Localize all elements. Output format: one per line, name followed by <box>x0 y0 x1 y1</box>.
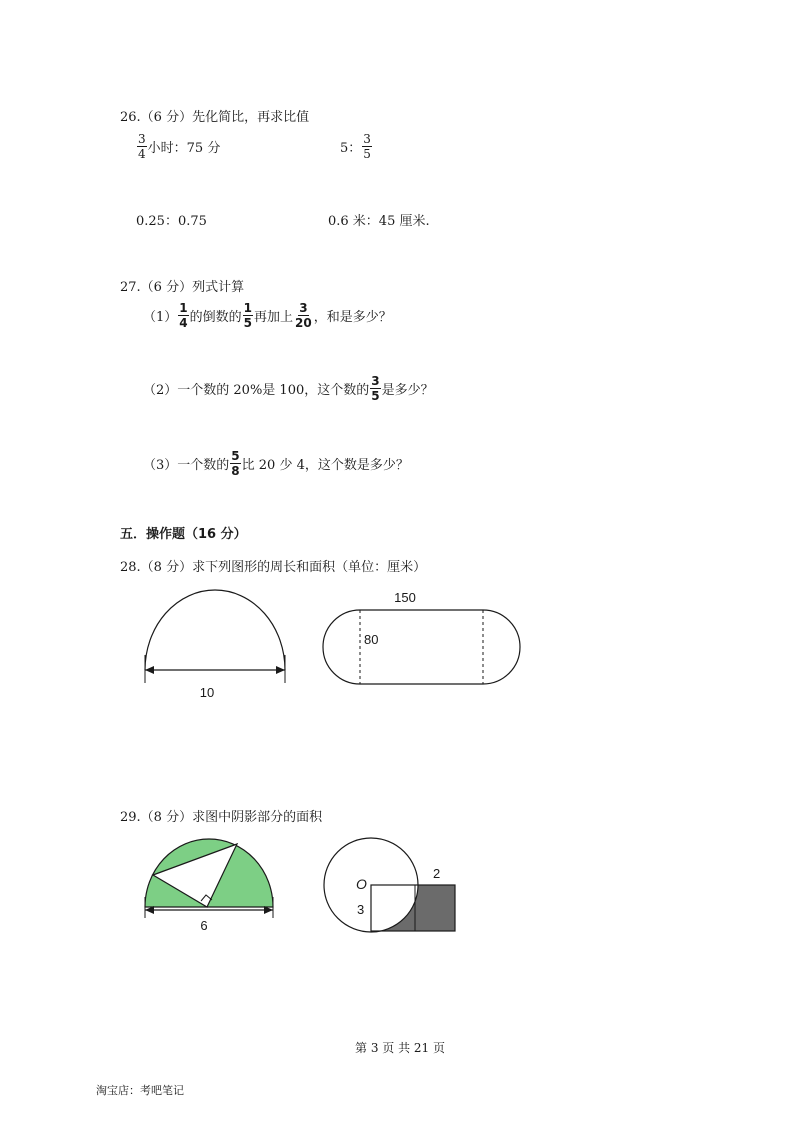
q26-header: 26.（6 分）先化简比，再求比值 <box>120 110 310 125</box>
shop-watermark: 淘宝店：考吧笔记 <box>96 1084 184 1097</box>
length-label: 150 <box>394 590 416 605</box>
fraction-numerator: 3 <box>371 374 380 388</box>
q27-p1-prefix: （1） <box>143 310 178 325</box>
fraction-numerator: 3 <box>363 132 371 146</box>
q27-p1-text-2: 再加上 <box>254 310 294 325</box>
q27-p2-prefix: （2）一个数的 20%是 100，这个数的 <box>143 383 370 398</box>
q27-p3-suffix: 比 20 少 4，这个数是多少？ <box>241 458 409 473</box>
q27-p2-fraction <box>370 375 380 402</box>
q27-p3-prefix: （3）一个数的 <box>143 458 230 473</box>
q29-circle-square-figure <box>315 825 475 945</box>
q27-p3-fraction <box>230 450 240 477</box>
fraction-denominator: 5 <box>363 147 371 161</box>
q28-header: 28.（8 分）求下列图形的周长和面积（单位：厘米） <box>120 560 427 575</box>
q26-item-c: 0.25：0.75 <box>136 214 207 229</box>
q29-header: 29.（8 分）求图中阴影部分的面积 <box>120 810 323 825</box>
fraction-denominator: 4 <box>179 316 188 330</box>
arrowhead-right <box>276 666 285 674</box>
fraction-numerator: 1 <box>179 301 188 315</box>
fraction-denominator: 5 <box>243 316 253 330</box>
page-number: 第 3 页 共 21 页 <box>355 1041 445 1055</box>
semicircle-arc <box>145 590 285 670</box>
q28-semicircle-figure <box>130 585 300 705</box>
center-label: O <box>356 876 367 892</box>
q29-semicircle-figure <box>135 832 285 942</box>
q27-p1-fraction-2 <box>243 302 253 329</box>
q26-item-b <box>340 133 373 160</box>
q27-part-3 <box>143 450 409 477</box>
arrowhead-left <box>145 666 154 674</box>
q27-part-2 <box>143 375 434 402</box>
q26-item-d: 0.6 米：45 厘米. <box>328 214 430 229</box>
fraction-denominator: 20 <box>295 316 312 330</box>
fraction-numerator: 5 <box>231 449 240 463</box>
q28-stadium-figure <box>305 585 530 695</box>
q26-a-text: 小时：75 分 <box>147 141 221 156</box>
q27-p2-suffix: 是多少？ <box>381 383 434 398</box>
q27-part-1 <box>143 302 392 329</box>
radius-label: 3 <box>357 902 365 917</box>
q27-p1-text-3: ，和是多少？ <box>313 310 392 325</box>
fraction-numerator: 3 <box>138 132 146 146</box>
section-5-title: 五．操作题（16 分） <box>120 527 247 542</box>
q27-header: 27.（6 分）列式计算 <box>120 280 245 295</box>
q27-p1-fraction-3 <box>294 302 313 329</box>
fraction-denominator: 8 <box>231 464 240 478</box>
fraction-denominator: 5 <box>371 389 380 403</box>
q26-a-fraction <box>137 133 147 160</box>
q27-p1-fraction-1 <box>178 302 188 329</box>
q26-item-a <box>136 133 220 160</box>
fraction-denominator: 4 <box>138 147 146 161</box>
stadium-outline <box>323 610 520 684</box>
q27-p1-text-1: 的倒数的 <box>189 310 242 325</box>
width-label: 80 <box>364 632 379 647</box>
q26-b-fraction <box>362 133 372 160</box>
fraction-numerator: 3 <box>299 301 308 315</box>
fraction-numerator: 1 <box>243 301 253 315</box>
q26-b-prefix: 5： <box>340 141 362 156</box>
width-label: 2 <box>433 866 441 881</box>
diameter-label: 6 <box>200 918 208 933</box>
diameter-label: 10 <box>199 685 215 700</box>
